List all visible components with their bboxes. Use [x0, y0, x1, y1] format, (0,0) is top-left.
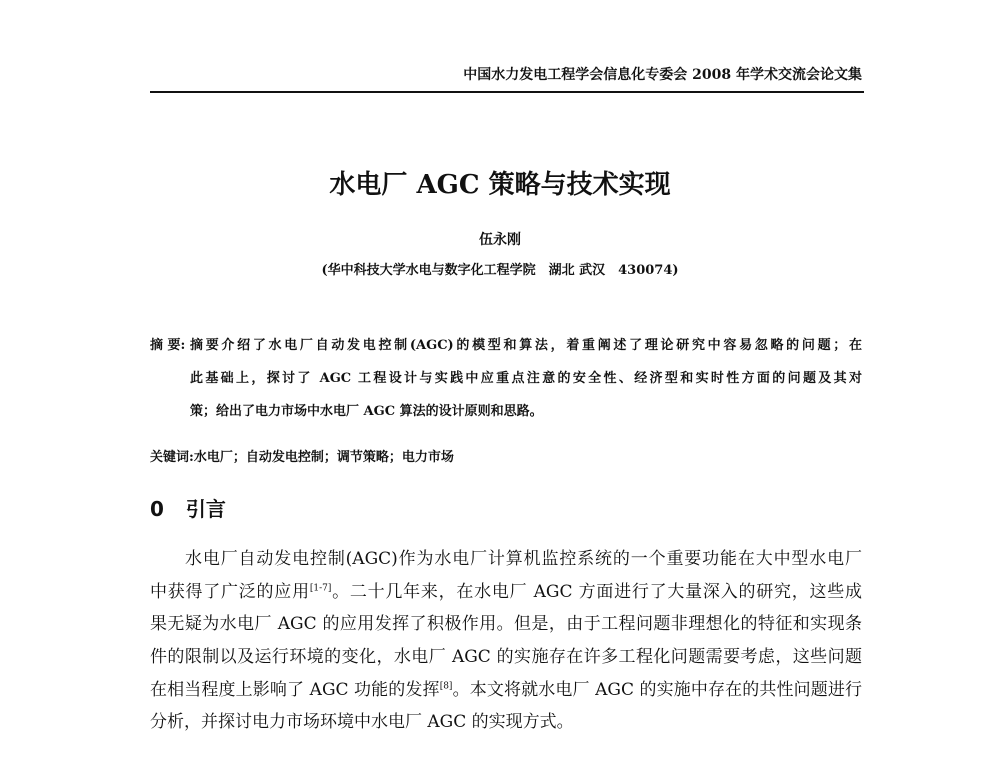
body-line: 果无疑为水电厂 AGC 的应用发挥了积极作用。但是，由于工程问题非理想化的特征和实现条 [150, 614, 862, 635]
header-rule [150, 91, 864, 93]
affiliation: (华中科技大学水电与数字化工程学院 湖北 武汉 430074) [321, 263, 679, 278]
body-line [150, 675, 862, 708]
keywords [150, 446, 454, 465]
body-line: 水电厂自动发电控制(AGC)作为水电厂计算机监控系统的一个重要功能在大中型水电厂 [185, 549, 862, 569]
citation: [8] [439, 681, 453, 692]
body-text: 。二十几年来，在水电厂 AGC 方面进行了大量深入的研究，这些成 [331, 581, 863, 602]
keywords-text: 水电厂；自动发电控制；调节策略；电力市场 [193, 450, 454, 465]
keywords-label: 关键词: [150, 450, 194, 465]
body-text: 在相当程度上影响了 AGC 功能的发挥 [150, 679, 440, 700]
body-line [150, 577, 862, 610]
section-heading [150, 493, 226, 522]
abstract [190, 334, 862, 433]
body-line: 件的限制以及运行环境的变化，水电厂 AGC 的实施存在许多工程化问题需要考虑，这些问题 [150, 647, 862, 668]
abstract-label: 摘 要: [150, 338, 186, 353]
citation: [1-7] [309, 583, 332, 594]
abstract-line: 策；给出了电力市场中水电厂 AGC 算法的设计原则和思路。 [190, 404, 543, 419]
section-title: 引言 [185, 497, 226, 521]
paper-title: 水电厂 AGC 策略与技术实现 [329, 170, 671, 200]
body-paragraph [150, 544, 862, 740]
author: 伍永刚 [479, 232, 521, 248]
body-line: 分析，并探讨电力市场环境中水电厂 AGC 的实现方式。 [150, 712, 574, 733]
running-header: 中国水力发电工程学会信息化专委会 2008 年学术交流会论文集 [463, 67, 862, 83]
body-text: 。本文将就水电厂 AGC 的实施中存在的共性问题进行 [452, 679, 863, 700]
body-text: 中获得了广泛的应用 [150, 581, 310, 602]
abstract-line: 此基础上，探讨了 AGC 工程设计与实践中应重点注意的安全性、经济型和实时性方面的问题及其对 [190, 371, 862, 386]
section-number: 0 [150, 497, 164, 521]
abstract-line: 摘要介绍了水电厂自动发电控制(AGC)的模型和算法，着重阐述了理论研究中容易忽略的问题；在 [190, 338, 862, 353]
